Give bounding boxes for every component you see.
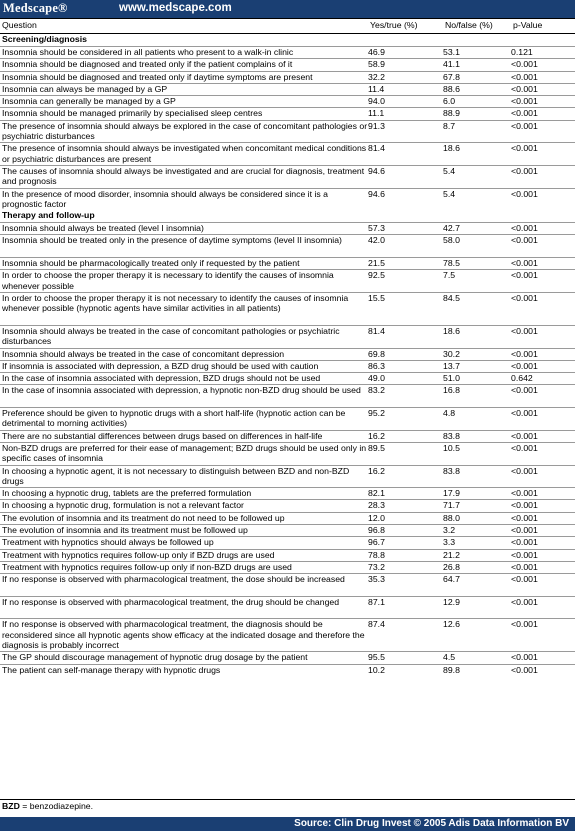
source-bar [0,817,575,831]
question-cell: In choosing a hypnotic drug, tablets are the preferred formulation [0,488,368,500]
no-false-cell: 30.2 [443,348,511,360]
footnote [2,801,93,811]
yes-true-cell: 81.4 [368,143,443,166]
yes-true-cell: 96.7 [368,537,443,549]
question-cell: Insomnia should always be treated in the case of concomitant pathologies or psychiatric disturbances [0,325,368,348]
no-false-cell: 78.5 [443,258,511,270]
p-value-cell: <0.001 [511,465,575,488]
p-value-cell: <0.001 [511,430,575,442]
no-false-cell: 13.7 [443,360,511,372]
table-row [0,348,575,360]
no-false-cell: 12.9 [443,596,511,619]
table-row [0,96,575,108]
p-value-cell: <0.001 [511,235,575,258]
table-row [0,524,575,536]
survey-table [0,18,575,676]
no-false-cell: 88.0 [443,512,511,524]
p-value-cell: <0.001 [511,408,575,431]
yes-true-cell: 95.5 [368,652,443,664]
p-value-cell: <0.001 [511,596,575,619]
p-value-cell: <0.001 [511,561,575,573]
p-value-cell: <0.001 [511,108,575,120]
question-cell: If no response is observed with pharmacological treatment, the drug should be changed [0,596,368,619]
question-cell: The evolution of insomnia and its treatment must be followed up [0,524,368,536]
no-false-cell: 8.7 [443,120,511,143]
survey-table-container [0,18,575,676]
p-value-cell: <0.001 [511,488,575,500]
p-value-cell: <0.001 [511,120,575,143]
yes-true-cell: 16.2 [368,465,443,488]
table-row [0,83,575,95]
question-cell: Insomnia should always be treated (level I insomnia) [0,223,368,235]
column-header-pvalue: p-Value [511,19,575,34]
question-cell: If no response is observed with pharmacological treatment, the dose should be increased [0,574,368,597]
no-false-cell: 3.2 [443,524,511,536]
p-value-cell: 0.642 [511,373,575,385]
yes-true-cell: 11.1 [368,108,443,120]
yes-true-cell: 49.0 [368,373,443,385]
yes-true-cell: 82.1 [368,488,443,500]
header-bar [0,0,575,18]
no-false-cell: 83.8 [443,430,511,442]
question-cell: Insomnia should be treated only in the presence of daytime symptoms (level II insomnia) [0,235,368,258]
p-value-cell: <0.001 [511,524,575,536]
yes-true-cell: 10.2 [368,664,443,676]
question-cell: In order to choose the proper therapy it is not necessary to identify the causes of insomnia whenever possible (hypnotic agents have similar activities in all patients) [0,292,368,325]
no-false-cell: 84.5 [443,292,511,325]
table-row [0,120,575,143]
question-cell: If insomnia is associated with depression, a BZD drug should be used with caution [0,360,368,372]
p-value-cell: <0.001 [511,574,575,597]
question-cell: In order to choose the proper therapy it is necessary to identify the causes of insomnia whenever possible [0,270,368,293]
table-row [0,143,575,166]
yes-true-cell: 11.4 [368,83,443,95]
p-value-cell: <0.001 [511,619,575,652]
no-false-cell: 41.1 [443,59,511,71]
p-value-cell: <0.001 [511,71,575,83]
question-cell: Non-BZD drugs are preferred for their ease of management; BZD drugs should be used only in specific cases of insomnia [2,442,367,464]
yes-true-cell: 94.6 [368,188,443,210]
no-false-cell: 12.6 [443,619,511,652]
table-body [0,34,575,676]
section-header [0,34,575,47]
question-cell: Insomnia should be considered in all patients who present to a walk-in clinic [0,47,368,59]
section-header [0,210,575,223]
question-cell: Preference should be given to hypnotic drugs with a short half-life (hypnotic action can be detrimental to morning activities) [0,408,368,431]
table-row [0,442,575,465]
table-row [0,652,575,664]
table-row [0,373,575,385]
no-false-cell: 64.7 [443,574,511,597]
p-value-cell: <0.001 [511,325,575,348]
p-value-cell: <0.001 [511,385,575,408]
table-row [0,59,575,71]
p-value-cell: <0.001 [511,348,575,360]
column-header-no: No/false (%) [443,19,511,34]
no-false-cell: 67.8 [443,71,511,83]
table-row [0,574,575,597]
section-title: Screening/diagnosis [2,34,87,44]
p-value-cell: <0.001 [511,188,575,210]
p-value-cell: <0.001 [511,664,575,676]
yes-true-cell: 95.2 [368,408,443,431]
source-credit: Source: Clin Drug Invest © 2005 Adis Data Information BV [294,818,569,829]
table-row [0,292,575,325]
no-false-cell: 58.0 [443,235,511,258]
no-false-cell: 88.6 [443,83,511,95]
no-false-cell: 3.3 [443,537,511,549]
no-false-cell: 10.5 [443,442,511,465]
no-false-cell: 7.5 [443,270,511,293]
p-value-cell: 0.121 [511,47,575,59]
question-cell: The evolution of insomnia and its treatment do not need to be followed up [0,512,368,524]
question-cell: Insomnia should always be treated in the case of concomitant depression [0,348,368,360]
no-false-cell: 16.8 [443,385,511,408]
table-row [0,488,575,500]
question-cell: If no response is observed with pharmacological treatment, the diagnosis should be reconsidered since all hypnotic agents show efficacy at the indicated dosage and therefore the diagnosis is probably incorrect [0,619,368,652]
question-cell: The GP should discourage management of hypnotic drug dosage by the patient [0,652,368,664]
p-value-cell: <0.001 [511,59,575,71]
table-row [0,385,575,408]
p-value-cell: <0.001 [511,537,575,549]
table-row [0,465,575,488]
question-cell: Treatment with hypnotics requires follow-up only if non-BZD drugs are used [0,561,368,573]
yes-true-cell: 42.0 [368,235,443,258]
p-value-cell: <0.001 [511,165,575,188]
yes-true-cell: 87.4 [368,619,443,652]
question-cell: In choosing a hypnotic drug, formulation is not a relevant factor [0,500,368,512]
no-false-cell: 53.1 [443,47,511,59]
table-row [0,223,575,235]
p-value-cell: <0.001 [511,292,575,325]
question-cell: Insomnia should be diagnosed and treated only if the patient complains of it [0,59,368,71]
question-cell: Treatment with hypnotics requires follow-up only if BZD drugs are used [0,549,368,561]
yes-true-cell: 69.8 [368,348,443,360]
question-cell: Treatment with hypnotics should always be followed up [0,537,368,549]
table-row [0,71,575,83]
p-value-cell: <0.001 [511,270,575,293]
no-false-cell: 26.8 [443,561,511,573]
yes-true-cell: 81.4 [368,325,443,348]
p-value-cell: <0.001 [511,442,575,465]
no-false-cell: 6.0 [443,96,511,108]
table-header-row [0,19,575,34]
p-value-cell: <0.001 [511,258,575,270]
p-value-cell: <0.001 [511,360,575,372]
yes-true-cell: 73.2 [368,561,443,573]
question-cell: In the presence of mood disorder, insomnia should always be considered since it is a prognostic factor [0,188,368,210]
footnote-abbreviation: BZD [2,801,20,811]
p-value-cell: <0.001 [511,96,575,108]
column-header-yes: Yes/true (%) [368,19,443,34]
p-value-cell: <0.001 [511,500,575,512]
p-value-cell: <0.001 [511,549,575,561]
question-cell: Insomnia can always be managed by a GP [0,83,368,95]
p-value-cell: <0.001 [511,652,575,664]
table-row [0,537,575,549]
table-row [0,235,575,258]
table-row [0,408,575,431]
question-cell: The presence of insomnia should always be explored in the case of concomitant pathologies or psychiatric disturbances [2,120,368,142]
question-cell: In the case of insomnia associated with depression, BZD drugs should not be used [0,373,368,385]
yes-true-cell: 16.2 [368,430,443,442]
table-row [0,165,575,188]
table-row [0,596,575,619]
question-cell: The causes of insomnia should always be investigated and are crucial for diagnosis, treatment and prognosis [0,165,368,188]
table-row [0,108,575,120]
table-row [0,664,575,676]
no-false-cell: 4.8 [443,408,511,431]
table-bottom-rule [0,799,575,800]
yes-true-cell: 78.8 [368,549,443,561]
section-title: Therapy and follow-up [2,210,95,221]
yes-true-cell: 87.1 [368,596,443,619]
yes-true-cell: 46.9 [368,47,443,59]
question-cell: In choosing a hypnotic agent, it is not necessary to distinguish between BZD and non-BZD drugs [0,465,368,488]
no-false-cell: 21.2 [443,549,511,561]
yes-true-cell: 92.5 [368,270,443,293]
no-false-cell: 71.7 [443,500,511,512]
no-false-cell: 51.0 [443,373,511,385]
no-false-cell: 17.9 [443,488,511,500]
p-value-cell: <0.001 [511,83,575,95]
no-false-cell: 5.4 [443,165,511,188]
p-value-cell: <0.001 [511,143,575,166]
question-cell: Insomnia should be diagnosed and treated only if daytime symptoms are present [0,71,368,83]
footnote-text: = benzodiazepine. [19,801,94,811]
no-false-cell: 83.8 [443,465,511,488]
table-row [0,258,575,270]
table-row [0,360,575,372]
yes-true-cell: 89.5 [368,442,443,465]
p-value-cell: <0.001 [511,223,575,235]
yes-true-cell: 94.6 [368,165,443,188]
yes-true-cell: 57.3 [368,223,443,235]
no-false-cell: 18.6 [443,325,511,348]
no-false-cell: 88.9 [443,108,511,120]
no-false-cell: 4.5 [443,652,511,664]
table-row [0,47,575,59]
question-cell: The presence of insomnia should always be investigated when concomitant medical conditions or psychiatric disturbances are present [2,143,367,164]
yes-true-cell: 96.8 [368,524,443,536]
question-cell: Insomnia should be managed primarily by specialised sleep centres [0,108,368,120]
yes-true-cell: 91.3 [368,120,443,143]
question-cell: The patient can self-manage therapy with hypnotic drugs [0,664,368,676]
table-row [0,188,575,210]
question-cell: Insomnia can generally be managed by a GP [0,96,368,108]
column-header-question: Question [0,19,368,34]
yes-true-cell: 35.3 [368,574,443,597]
table-row [0,561,575,573]
no-false-cell: 42.7 [443,223,511,235]
no-false-cell: 89.8 [443,664,511,676]
question-cell: Insomnia should be pharmacologically treated only if requested by the patient [0,258,368,270]
p-value-cell: <0.001 [511,512,575,524]
question-cell: There are no substantial differences between drugs based on differences in half-life [0,430,368,442]
yes-true-cell: 12.0 [368,512,443,524]
table-row [0,430,575,442]
table-row [0,270,575,293]
yes-true-cell: 32.2 [368,71,443,83]
table-row [0,325,575,348]
table-row [0,512,575,524]
no-false-cell: 5.4 [443,188,511,210]
yes-true-cell: 83.2 [368,385,443,408]
brand-logo: Medscape® [3,1,68,15]
table-row [0,549,575,561]
yes-true-cell: 28.3 [368,500,443,512]
site-url: www.medscape.com [119,2,232,14]
table-row [0,500,575,512]
question-cell: In the case of insomnia associated with depression, a hypnotic non-BZD drug should be used [0,385,368,408]
yes-true-cell: 86.3 [368,360,443,372]
yes-true-cell: 58.9 [368,59,443,71]
yes-true-cell: 21.5 [368,258,443,270]
table-row [0,619,575,652]
no-false-cell: 18.6 [443,143,511,166]
yes-true-cell: 94.0 [368,96,443,108]
yes-true-cell: 15.5 [368,292,443,325]
